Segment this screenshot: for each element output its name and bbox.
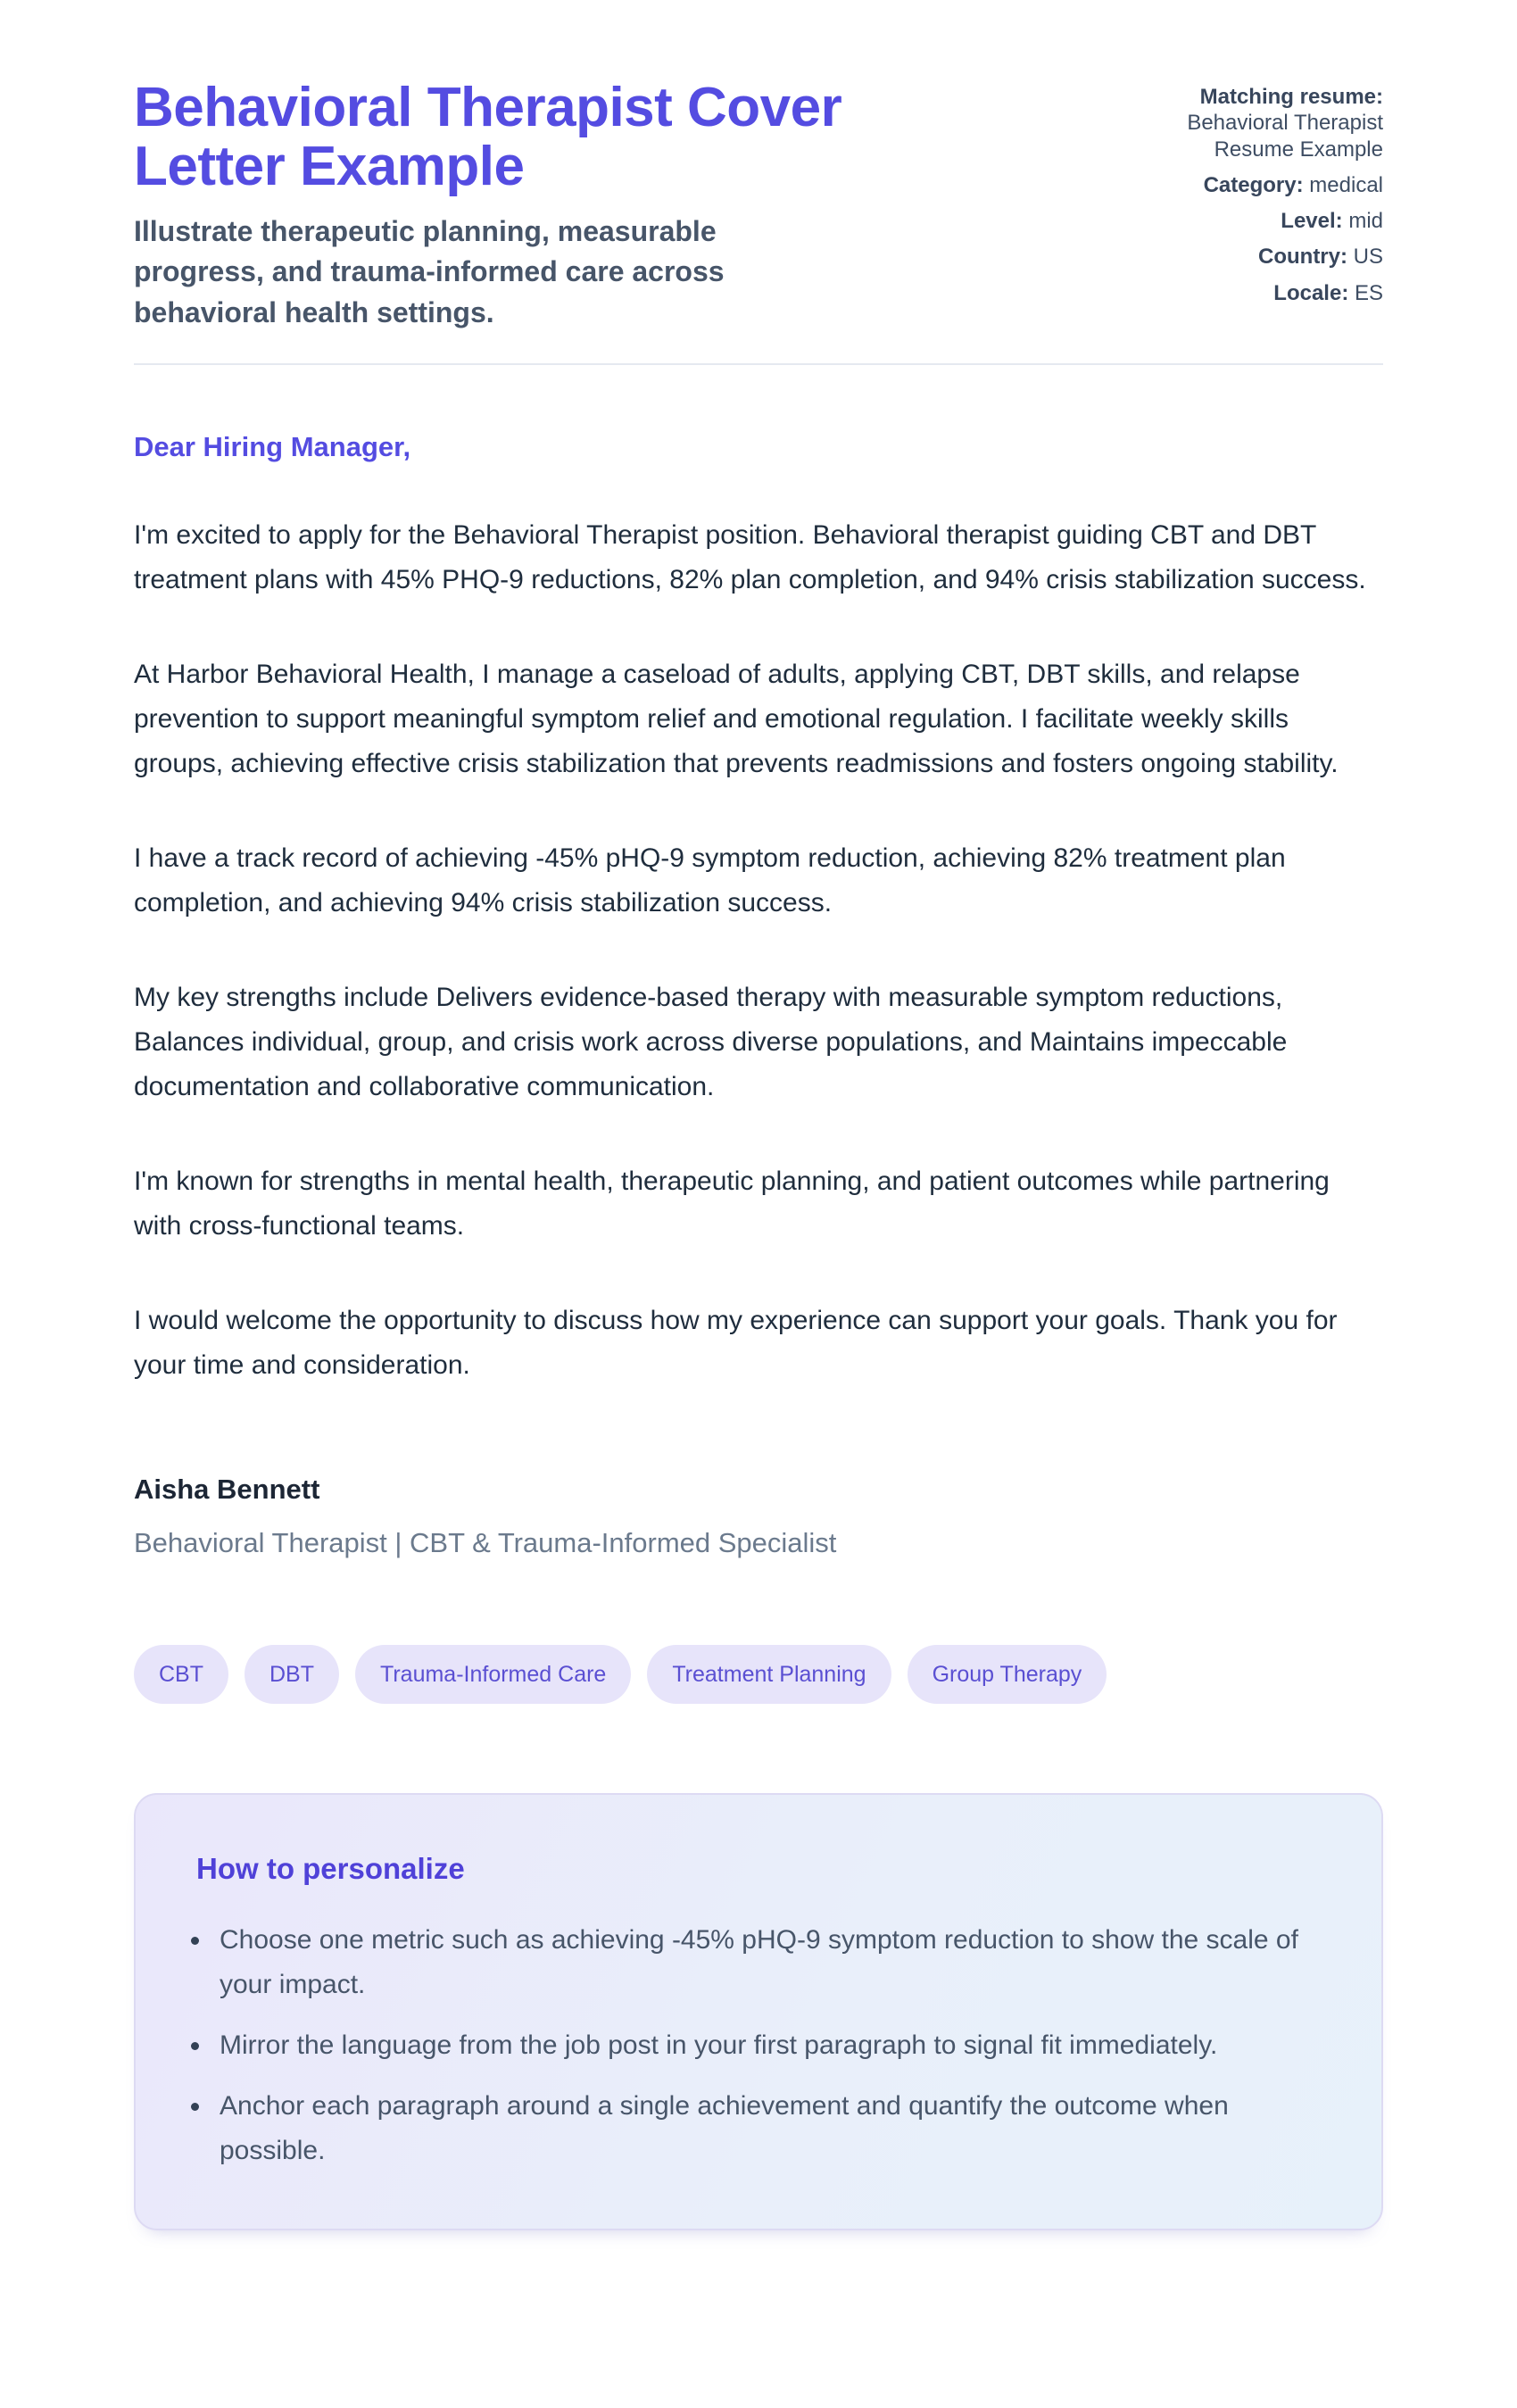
page-subtitle: Illustrate therapeutic planning, measurable progress, and trauma-informed care across behavioral health settings. xyxy=(134,214,725,328)
skill-tag[interactable]: Trauma-Informed Care xyxy=(355,1645,631,1704)
signature-role: Behavioral Therapist | CBT & Trauma-Informed Specialist xyxy=(134,1526,837,1558)
divider xyxy=(134,363,1383,365)
meta-item-label: Country: xyxy=(1258,245,1347,270)
letter-paragraphs xyxy=(134,513,1383,1388)
meta-item-value: mid xyxy=(1348,209,1383,234)
salutation: Dear Hiring Manager, xyxy=(134,430,411,462)
meta-item-value: ES xyxy=(1354,280,1383,305)
signature-name: Aisha Bennett xyxy=(134,1473,320,1505)
matching-resume-value: Behavioral Therapist Resume Example xyxy=(1187,111,1383,162)
meta-item-value: US xyxy=(1353,245,1383,270)
page xyxy=(134,0,1383,2230)
letter-paragraph: At Harbor Behavioral Health, I manage a caseload of adults, applying CBT, DBT skills, and relapse prevention to support meaningful symptom relief and emotional regulation. I facilitate weekly skills groups, achieving effective crisis stabilization that prevents readmissions and fosters ongoing stability. xyxy=(134,659,1339,778)
personalize-tip: • Choose one metric such as achieving -45% pHQ-9 symptom reduction to show the scale of your impact. xyxy=(212,1918,1328,2007)
meta-item-label: Level: xyxy=(1281,209,1343,234)
resume-meta xyxy=(1133,79,1383,306)
cover-letter-body xyxy=(134,431,1383,1559)
skill-tag-list xyxy=(134,1645,1383,1704)
meta-item-label: Category: xyxy=(1203,172,1304,197)
matching-resume xyxy=(1133,84,1383,162)
personalize-tip: • Anchor each paragraph around a single achievement and quantify the outcome when possible. xyxy=(212,2084,1328,2173)
personalize-list xyxy=(177,1918,1328,2173)
meta-item xyxy=(1133,172,1383,198)
letter-paragraph: I have a track record of achieving -45% pHQ-9 symptom reduction, achieving 82% treatment plan completion, and achieving 94% crisis stabilization success. xyxy=(134,843,1286,918)
personalize-box xyxy=(134,1793,1383,2230)
page-title: Behavioral Therapist Cover Letter Example xyxy=(134,77,842,198)
skill-tag[interactable]: CBT xyxy=(134,1645,228,1704)
meta-item-list xyxy=(1133,172,1383,306)
letter-paragraph: My key strengths include Delivers evidence-based therapy with measurable symptom reductions, Balances individual, group, and crisis work across diverse populations, and Maintains impeccable documentation and collaborative communication. xyxy=(134,982,1288,1101)
header-title-block xyxy=(134,79,955,333)
letter-paragraph: I'm known for strengths in mental health, therapeutic planning, and patient outcomes while partnering with cross-functional teams. xyxy=(134,1166,1330,1241)
matching-resume-label: Matching resume: xyxy=(1199,85,1383,109)
letter-paragraph: I'm excited to apply for the Behavioral Therapist position. Behavioral therapist guiding CBT and DBT treatment plans with 45% PHQ-9 reductions, 82% plan completion, and 94% crisis stabilization success. xyxy=(134,519,1366,594)
skill-tag[interactable]: Treatment Planning xyxy=(647,1645,891,1704)
letter-paragraph: I would welcome the opportunity to discuss how my experience can support your goals. Thank you for your time and consideration. xyxy=(134,1305,1338,1380)
skill-tag[interactable]: Group Therapy xyxy=(908,1645,1107,1704)
meta-item-label: Locale: xyxy=(1273,280,1349,305)
meta-item-value: medical xyxy=(1309,172,1383,197)
header xyxy=(134,79,1383,333)
meta-item xyxy=(1133,280,1383,306)
personalize-tip: • Mirror the language from the job post in your first paragraph to signal fit immediately. xyxy=(212,2023,1328,2068)
meta-item xyxy=(1133,244,1383,270)
personalize-heading: How to personalize xyxy=(196,1851,465,1885)
skill-tag[interactable]: DBT xyxy=(245,1645,339,1704)
meta-item xyxy=(1133,208,1383,234)
